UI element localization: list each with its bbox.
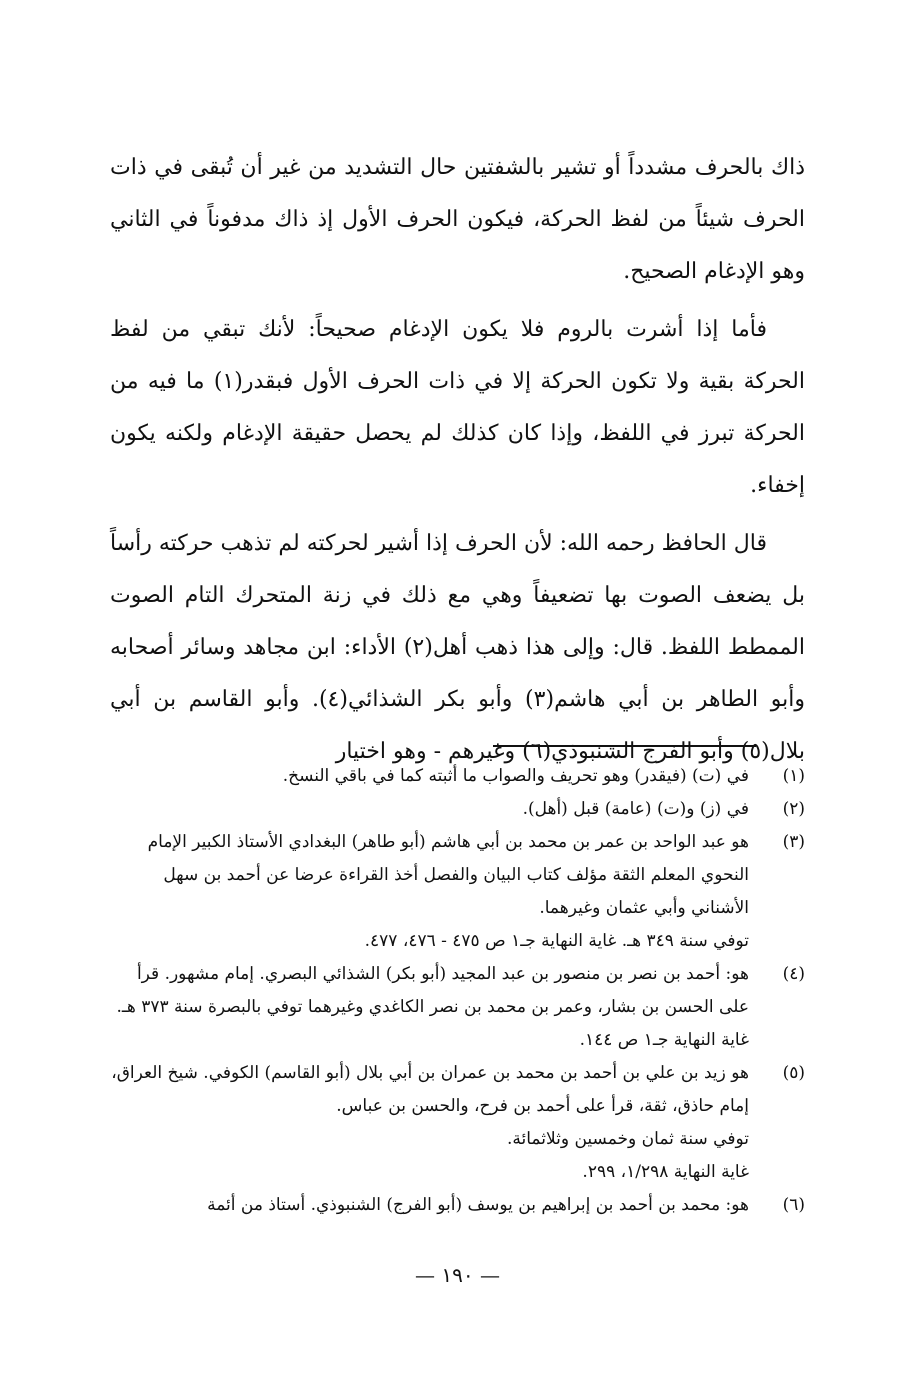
footnote-line: توفي سنة ٣٤٩ هـ. غاية النهاية جـ١ ص ٤٧٥ - ٤٧٦، ٤٧٧. bbox=[364, 931, 749, 951]
main-text bbox=[110, 142, 805, 778]
footnote-line: غاية النهاية ١/٢٩٨، ٢٩٩. bbox=[582, 1162, 749, 1182]
footnote-line: هو زيد بن علي بن أحمد بن محمد بن عمران بن أبي بلال (أبو القاسم) الكوفي. شيخ العراق، إمام حاذق، ثقة، قرأ على أحمد بن فرح، والحسن بن عباس. bbox=[111, 1063, 749, 1116]
footnote-6 bbox=[110, 1189, 805, 1222]
footnote-number: (٤) bbox=[782, 964, 805, 984]
paragraph-1: ذاك بالحرف مشدداً أو تشير بالشفتين حال التشديد من غير أن تُبقى في ذات الحرف شيئاً من لفظ الحركة، فيكون الحرف الأول إذ ذاك مدفوناً في الثاني وهو الإدغام الصحيح. bbox=[110, 155, 805, 284]
footnote-4 bbox=[110, 958, 805, 1057]
footnote-number: (٦) bbox=[782, 1195, 805, 1215]
footnote-number: (١) bbox=[782, 766, 805, 786]
footnote-text bbox=[110, 760, 749, 793]
footnote-3 bbox=[110, 826, 805, 958]
footnote-text bbox=[110, 826, 749, 958]
footnote-line: هو عبد الواحد بن عمر بن محمد بن أبي هاشم (أبو طاهر) البغدادي الأستاذ الكبير الإمام النحوي المعلم الثقة مؤلف كتاب البيان والفصل أخذ القراءة عرضا عن أحمد بن سهل الأشناني وأبي عثمان وغيرهما. bbox=[147, 832, 749, 918]
footnote-number: (٥) bbox=[782, 1063, 805, 1083]
paragraph-3: قال الحافظ رحمه الله: لأن الحرف إذا أشير لحركته لم تذهب حركته رأساً بل يضعف الصوت بها تضعيفاً وهي مع ذلك في زنة المتحرك التام الصوت الممطط اللفظ. قال: وإلى هذا ذهب أهل(٢) الأداء: ابن مجاهد وسائر أصحابه وأبو الطاهر بن أبي هاشم(٣) وأبو بكر الشذائي(٤). وأبو القاسم بن أبي بلال(٥) وأبو الفرج الشنبوذي(٦) وغيرهم - وهو اختيار bbox=[110, 531, 806, 764]
footnote-line: في (ت) (فيقدر) وهو تحريف والصواب ما أثبته كما في باقي النسخ. bbox=[282, 766, 749, 786]
footnote-line: هو: محمد بن أحمد بن إبراهيم بن يوسف (أبو الفرج) الشنبوذي. أستاذ من أئمة bbox=[207, 1195, 749, 1215]
footnote-5 bbox=[110, 1057, 805, 1189]
footnote-text bbox=[110, 958, 749, 1057]
footnote-text bbox=[110, 1057, 749, 1189]
footnote-number: (٢) bbox=[782, 799, 805, 819]
footnote-line: هو: أحمد بن نصر بن منصور بن عبد المجيد (أبو بكر) الشذائي البصري. إمام مشهور. قرأ على الحسن بن بشار، وعمر بن محمد بن نصر الكاغدي وغيرهما توفي بالبصرة سنة ٣٧٣ هـ. غاية النهاية جـ١ ص ١٤٤. bbox=[116, 964, 749, 1050]
footnote-1 bbox=[110, 760, 805, 793]
footnote-line: في (ز) و(ت) (عامة) قبل (أهل). bbox=[522, 799, 749, 819]
footnote-2 bbox=[110, 793, 805, 826]
paragraph-2: فأما إذا أشرت بالروم فلا يكون الإدغام صحيحاً: لأنك تبقي من لفظ الحركة بقية ولا تكون الحركة إلا في ذات الحرف الأول فبقدر(١) ما فيه من الحركة تبرز في اللفظ، وإذا كان كذلك لم يحصل حقيقة الإدغام ولكنه يكون إخفاء. bbox=[110, 317, 806, 498]
footnote-divider bbox=[493, 745, 756, 747]
footnote-text bbox=[110, 1189, 749, 1222]
footnote-line: توفي سنة ثمان وخمسين وثلاثمائة. bbox=[507, 1129, 749, 1149]
footnote-number: (٣) bbox=[782, 832, 805, 852]
footnotes bbox=[110, 760, 805, 1222]
footnote-text bbox=[110, 793, 749, 826]
page-number: — ١٩٠ — bbox=[415, 1263, 500, 1287]
